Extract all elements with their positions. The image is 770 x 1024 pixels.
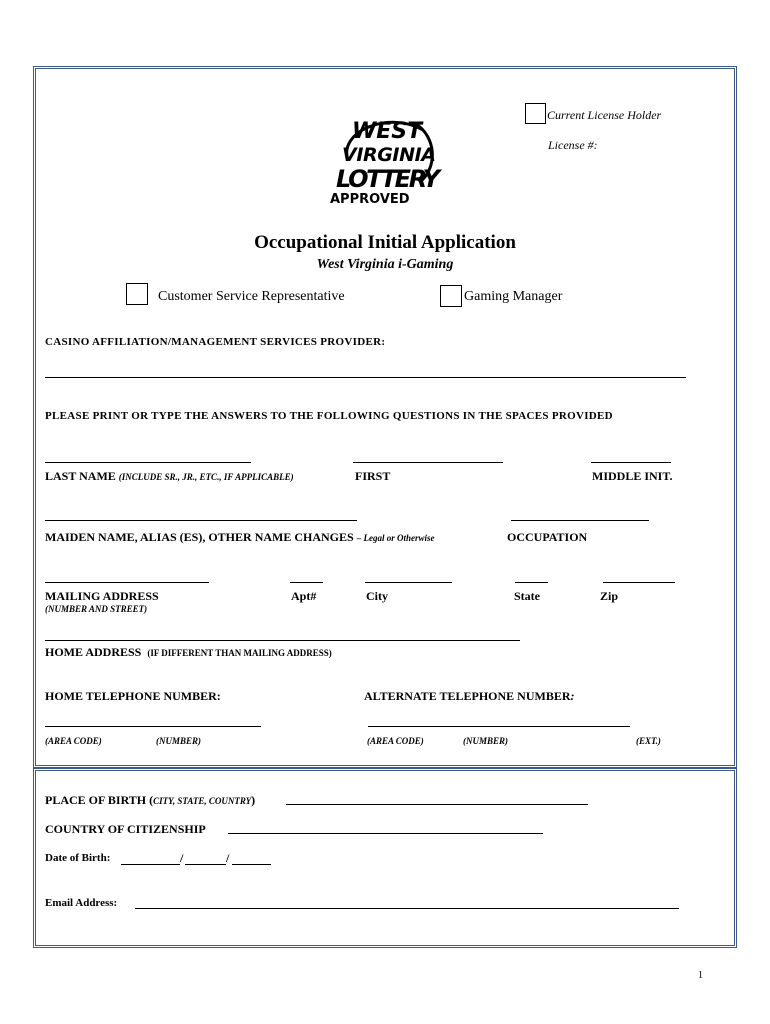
first-name-field[interactable] xyxy=(353,462,503,463)
dob-day-field[interactable] xyxy=(185,864,226,865)
maiden-name-label-text: MAIDEN NAME, ALIAS (ES), OTHER NAME CHANGES xyxy=(45,530,354,544)
middle-initial-label: MIDDLE INIT. xyxy=(592,469,673,483)
current-license-holder-label: Current License Holder xyxy=(547,108,662,122)
apt-field[interactable] xyxy=(290,582,323,583)
place-of-birth-field[interactable] xyxy=(286,804,588,805)
state-field[interactable] xyxy=(515,582,548,583)
last-name-note: (INCLUDE SR., JR., ETC., IF APPLICABLE) xyxy=(118,472,294,482)
citizenship-label: COUNTRY OF CITIZENSHIP xyxy=(45,822,206,836)
last-name-field[interactable] xyxy=(45,462,251,463)
instructions-text: PLEASE PRINT OR TYPE THE ANSWERS TO THE FOLLOWING QUESTIONS IN THE SPACES PROVIDED xyxy=(45,410,613,422)
home-telephone-field[interactable] xyxy=(45,726,261,727)
home-address-note: (IF DIFFERENT THAN MAILING ADDRESS) xyxy=(147,648,332,658)
maiden-name-label xyxy=(45,530,434,545)
occupation-label: OCCUPATION xyxy=(507,530,588,544)
dob-slash-1: / xyxy=(180,851,184,865)
casino-affiliation-label: CASINO AFFILIATION/MANAGEMENT SERVICES PROVIDER: xyxy=(45,336,386,348)
csr-label: Customer Service Representative xyxy=(158,289,345,304)
first-name-label: FIRST xyxy=(355,469,391,483)
wv-lottery-logo xyxy=(328,112,443,206)
ext-label: (EXT.) xyxy=(636,736,661,746)
alternate-telephone-label xyxy=(364,689,575,704)
email-address-label: Email Address: xyxy=(45,897,118,909)
zip-field[interactable] xyxy=(603,582,675,583)
alternate-telephone-label-text: ALTERNATE TELEPHONE NUMBER xyxy=(364,689,571,703)
email-address-field[interactable] xyxy=(135,908,679,909)
gaming-manager-label: Gaming Manager xyxy=(464,289,563,304)
last-name-label-text: LAST NAME xyxy=(45,469,116,483)
apt-label: Apt# xyxy=(291,589,317,603)
license-number-label: License #: xyxy=(548,138,598,152)
logo-line1: WEST xyxy=(352,119,423,144)
alternate-telephone-field[interactable] xyxy=(368,726,630,727)
home-address-label-text: HOME ADDRESS xyxy=(45,645,142,659)
maiden-name-field[interactable] xyxy=(45,520,357,521)
dob-year-field[interactable] xyxy=(232,864,271,865)
mailing-address-field[interactable] xyxy=(45,582,209,583)
home-telephone-label: HOME TELEPHONE NUMBER: xyxy=(45,689,221,703)
home-number-label: (NUMBER) xyxy=(156,736,202,746)
place-of-birth-label xyxy=(45,793,255,808)
home-area-code-label: (AREA CODE) xyxy=(45,736,102,746)
mailing-address-label: MAILING ADDRESS xyxy=(45,589,159,603)
gaming-manager-checkbox[interactable] xyxy=(440,285,462,307)
current-license-holder-checkbox[interactable] xyxy=(525,103,546,124)
alternate-telephone-colon: : xyxy=(570,689,575,703)
csr-checkbox[interactable] xyxy=(126,283,148,305)
page-title: Occupational Initial Application xyxy=(254,232,516,253)
logo-line2: VIRGINIA xyxy=(342,144,436,166)
alt-area-code-label: (AREA CODE) xyxy=(367,736,424,746)
casino-affiliation-field[interactable] xyxy=(45,377,686,378)
date-of-birth-label: Date of Birth: xyxy=(45,852,111,864)
city-field[interactable] xyxy=(365,582,452,583)
last-name-label xyxy=(45,469,294,484)
page-number: 1 xyxy=(698,970,703,981)
city-label: City xyxy=(366,589,388,603)
middle-initial-field[interactable] xyxy=(591,462,671,463)
state-label: State xyxy=(514,589,540,603)
citizenship-field[interactable] xyxy=(228,833,543,834)
zip-label: Zip xyxy=(600,589,619,603)
place-of-birth-close: ) xyxy=(251,793,256,807)
logo-graphic xyxy=(328,112,443,206)
logo-line3: LOTTERY xyxy=(336,165,440,193)
home-address-field[interactable] xyxy=(45,640,520,641)
place-of-birth-note: CITY, STATE, COUNTRY xyxy=(153,796,252,806)
logo-line4: APPROVED xyxy=(330,192,410,206)
home-address-label xyxy=(45,645,332,660)
occupation-field[interactable] xyxy=(511,520,649,521)
dob-slash-2: / xyxy=(226,851,230,865)
maiden-name-note: – Legal or Otherwise xyxy=(356,533,435,543)
page-subtitle: West Virginia i-Gaming xyxy=(316,257,454,272)
mailing-address-note: (NUMBER AND STREET) xyxy=(45,604,148,614)
dob-month-field[interactable] xyxy=(121,864,180,865)
place-of-birth-label-text: PLACE OF BIRTH ( xyxy=(45,793,154,807)
alt-number-label: (NUMBER) xyxy=(463,736,509,746)
